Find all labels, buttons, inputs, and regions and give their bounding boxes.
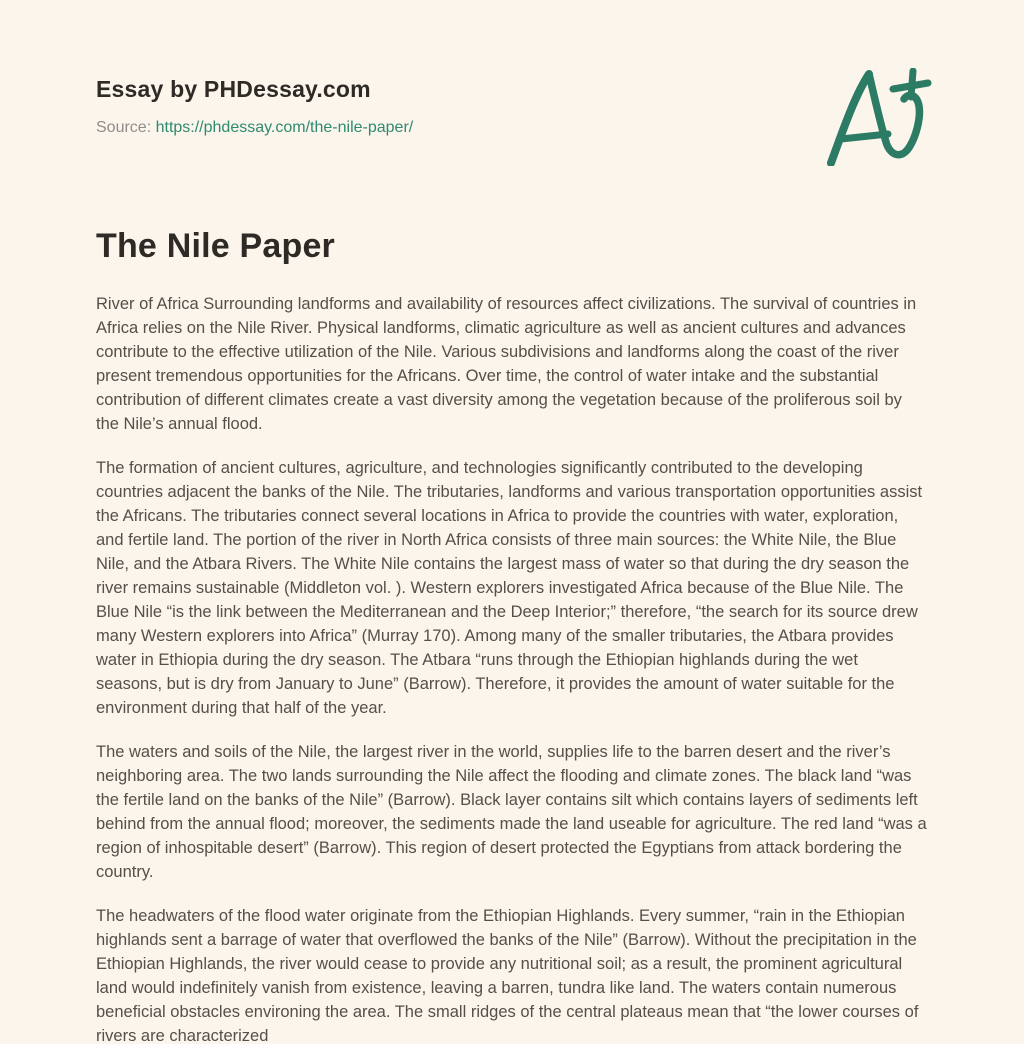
source-line (96, 119, 928, 137)
a-plus-logo-icon (824, 68, 936, 166)
essay-paragraph-2: The formation of ancient cultures, agriculture, and technologies significantly contributed to the developing countries adjacent the banks of the Nile. The tributaries, landforms and various transportation opportunities assist the Africans. The tributaries connect several locations in Africa to provide the countries with water, exploration, and fertile land. The portion of the river in North Africa consists of three main sources: the White Nile, the Blue Nile, and the Atbara Rivers. The White Nile contains the largest mass of water so that during the dry season the river remains sustainable (Middleton vol. ). Western explorers investigated Africa because of the Blue Nile. The Blue Nile “is the link between the Mediterranean and the Deep Interior;” therefore, “the search for its source drew many Western explorers into Africa” (Murray 170). Among many of the smaller tributaries, the Atbara provides water in Ethiopia during the dry season. The Atbara “runs through the Ethiopian highlands during the wet seasons, but is dry from January to June” (Barrow). Therefore, it provides the amount of water suitable for the environment during that half of the year. (96, 459, 923, 717)
essay-paragraph-1: River of Africa Surrounding landforms and availability of resources affect civilizations. The survival of countries in Africa relies on the Nile River. Physical landforms, climatic agriculture as well as ancient cultures and advances contribute to the effective utilization of the Nile. Various subdivisions and landforms along the coast of the river present tremendous opportunities for the Africans. Over time, the control of water intake and the substantial contribution of different climates create a vast diversity among the vegetation because of the proliferous soil by the Nile’s annual flood. (96, 295, 917, 433)
source-link[interactable]: https://phdessay.com/the-nile-paper/ (155, 119, 414, 136)
page-title: The Nile Paper (96, 227, 335, 265)
essay-body (96, 292, 928, 1044)
essay-paragraph-4: The headwaters of the flood water originate from the Ethiopian Highlands. Every summer, “rain in the Ethiopian highlands sent a barrage of water that overflowed the banks of the Nile” (Barrow). Without the precipitation in the Ethiopian Highlands, the river would cease to provide any nutritional soil; as a result, the prominent agricultural land would indefinitely vanish from existence, leaving a barren, tundra like land. The waters contain numerous beneficial obstacles environing the area. The small ridges of the central plateaus mean that “the lower courses of rivers are characterized (96, 907, 919, 1044)
source-label: Source: (96, 119, 152, 136)
header-title: Essay by PHDessay.com (96, 76, 371, 102)
essay-paragraph-3: The waters and soils of the Nile, the largest river in the world, supplies life to the barren desert and the river’s neighboring area. The two lands surrounding the Nile affect the flooding and climate zones. The black land “was the fertile land on the banks of the Nile” (Barrow). Black layer contains silt which contains layers of sediments left behind from the annual flood; moreover, the sediments made the land useable for agriculture. The red land “was a region of inhospitable desert” (Barrow). This region of desert protected the Egyptians from attack bordering the country. (96, 743, 927, 881)
